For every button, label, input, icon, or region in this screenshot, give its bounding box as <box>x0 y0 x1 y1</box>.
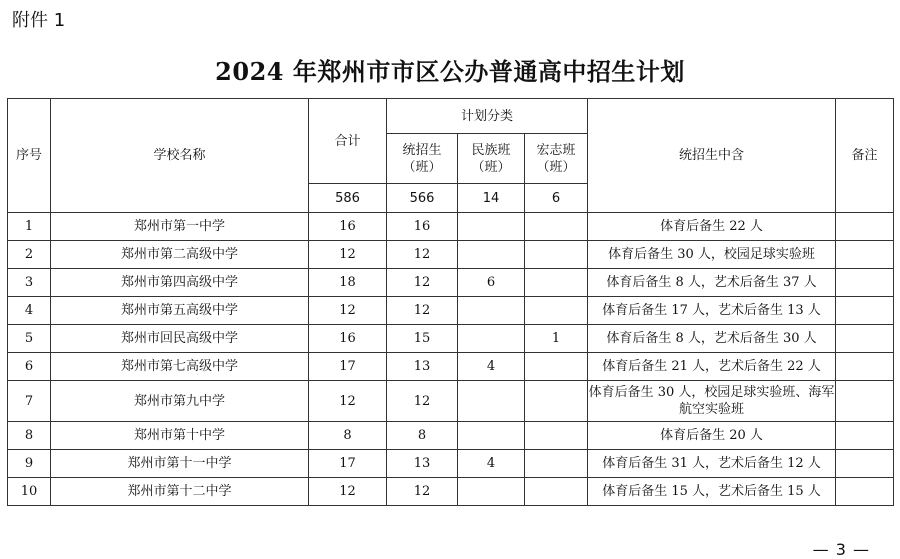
row-ethnic: 4 <box>458 353 525 381</box>
table-row <box>8 353 894 381</box>
table-row <box>8 450 894 478</box>
header-unified <box>387 134 458 184</box>
row-ethnic <box>458 478 525 506</box>
row-unified: 12 <box>387 297 458 325</box>
row-seq: 1 <box>8 213 51 241</box>
header-seq: 序号 <box>8 99 51 213</box>
row-hongzhi <box>525 213 588 241</box>
row-total: 17 <box>309 353 387 381</box>
header-ethnic <box>458 134 525 184</box>
row-remark <box>836 297 894 325</box>
row-hongzhi <box>525 381 588 422</box>
row-unified: 12 <box>387 478 458 506</box>
row-remark <box>836 353 894 381</box>
row-ethnic: 4 <box>458 450 525 478</box>
row-total: 16 <box>309 325 387 353</box>
school-name: 郑州市第十中学 <box>51 422 309 450</box>
header-school-name: 学校名称 <box>51 99 309 213</box>
school-name: 郑州市第二高级中学 <box>51 241 309 269</box>
row-unified: 16 <box>387 213 458 241</box>
row-total: 12 <box>309 381 387 422</box>
school-name: 郑州市第四高级中学 <box>51 269 309 297</box>
row-remark <box>836 269 894 297</box>
page-title: 2024 年郑州市市区公办普通高中招生计划 <box>215 57 685 86</box>
row-total: 18 <box>309 269 387 297</box>
totals-unified: 566 <box>387 184 458 213</box>
row-note: 体育后备生 21 人，艺术后备生 22 人 <box>588 353 836 381</box>
row-hongzhi <box>525 269 588 297</box>
row-unified: 15 <box>387 325 458 353</box>
row-ethnic <box>458 422 525 450</box>
row-seq: 6 <box>8 353 51 381</box>
school-name: 郑州市第九中学 <box>51 381 309 422</box>
row-seq: 8 <box>8 422 51 450</box>
row-note: 体育后备生 30 人，校园足球实验班 <box>588 241 836 269</box>
table-row <box>8 422 894 450</box>
row-total: 16 <box>309 213 387 241</box>
row-unified: 12 <box>387 241 458 269</box>
school-name: 郑州市第七高级中学 <box>51 353 309 381</box>
row-total: 12 <box>309 297 387 325</box>
row-total: 17 <box>309 450 387 478</box>
row-remark <box>836 213 894 241</box>
table-row <box>8 213 894 241</box>
row-hongzhi <box>525 297 588 325</box>
row-total: 12 <box>309 241 387 269</box>
attachment-label: 附件 1 <box>12 10 66 31</box>
row-seq: 2 <box>8 241 51 269</box>
header-hongzhi <box>525 134 588 184</box>
row-seq: 9 <box>8 450 51 478</box>
row-hongzhi <box>525 450 588 478</box>
row-hongzhi <box>525 478 588 506</box>
header-unified-includes: 统招生中含 <box>588 99 836 213</box>
enrollment-plan-table <box>7 98 894 506</box>
row-total: 12 <box>309 478 387 506</box>
table-row <box>8 478 894 506</box>
row-seq: 10 <box>8 478 51 506</box>
row-hongzhi <box>525 241 588 269</box>
school-name: 郑州市第十二中学 <box>51 478 309 506</box>
header-hongzhi-text: 宏志班（班） <box>536 142 576 175</box>
row-unified: 13 <box>387 353 458 381</box>
row-unified: 13 <box>387 450 458 478</box>
totals-total: 586 <box>309 184 387 213</box>
row-unified: 8 <box>387 422 458 450</box>
row-remark <box>836 478 894 506</box>
table-row <box>8 297 894 325</box>
row-remark <box>836 325 894 353</box>
school-name: 郑州市回民高级中学 <box>51 325 309 353</box>
row-ethnic: 6 <box>458 269 525 297</box>
row-seq: 7 <box>8 381 51 422</box>
row-unified: 12 <box>387 269 458 297</box>
row-remark <box>836 241 894 269</box>
totals-ethnic: 14 <box>458 184 525 213</box>
school-name: 郑州市第十一中学 <box>51 450 309 478</box>
row-total: 8 <box>309 422 387 450</box>
table-row <box>8 241 894 269</box>
row-ethnic <box>458 381 525 422</box>
totals-hongzhi: 6 <box>525 184 588 213</box>
row-note: 体育后备生 8 人，艺术后备生 30 人 <box>588 325 836 353</box>
row-ethnic <box>458 297 525 325</box>
row-hongzhi <box>525 353 588 381</box>
row-remark <box>836 422 894 450</box>
row-remark <box>836 450 894 478</box>
header-remarks: 备注 <box>836 99 894 213</box>
row-ethnic <box>458 241 525 269</box>
school-name: 郑州市第一中学 <box>51 213 309 241</box>
header-plan-category: 计划分类 <box>387 99 588 134</box>
page-number: — 3 — <box>812 540 870 559</box>
row-hongzhi <box>525 422 588 450</box>
row-note: 体育后备生 22 人 <box>588 213 836 241</box>
row-note: 体育后备生 15 人，艺术后备生 15 人 <box>588 478 836 506</box>
header-unified-text: 统招生（班） <box>402 142 442 175</box>
row-ethnic <box>458 325 525 353</box>
table-row <box>8 269 894 297</box>
header-total: 合计 <box>309 99 387 184</box>
row-hongzhi: 1 <box>525 325 588 353</box>
row-seq: 3 <box>8 269 51 297</box>
row-note: 体育后备生 30 人，校园足球实验班、海军航空实验班 <box>588 381 836 422</box>
row-note: 体育后备生 8 人，艺术后备生 37 人 <box>588 269 836 297</box>
row-seq: 4 <box>8 297 51 325</box>
row-seq: 5 <box>8 325 51 353</box>
row-remark <box>836 381 894 422</box>
school-name: 郑州市第五高级中学 <box>51 297 309 325</box>
row-note: 体育后备生 17 人，艺术后备生 13 人 <box>588 297 836 325</box>
table-row <box>8 381 894 422</box>
row-ethnic <box>458 213 525 241</box>
row-note: 体育后备生 20 人 <box>588 422 836 450</box>
row-unified: 12 <box>387 381 458 422</box>
table-row <box>8 325 894 353</box>
header-ethnic-text: 民族班（班） <box>471 142 511 175</box>
row-note: 体育后备生 31 人，艺术后备生 12 人 <box>588 450 836 478</box>
